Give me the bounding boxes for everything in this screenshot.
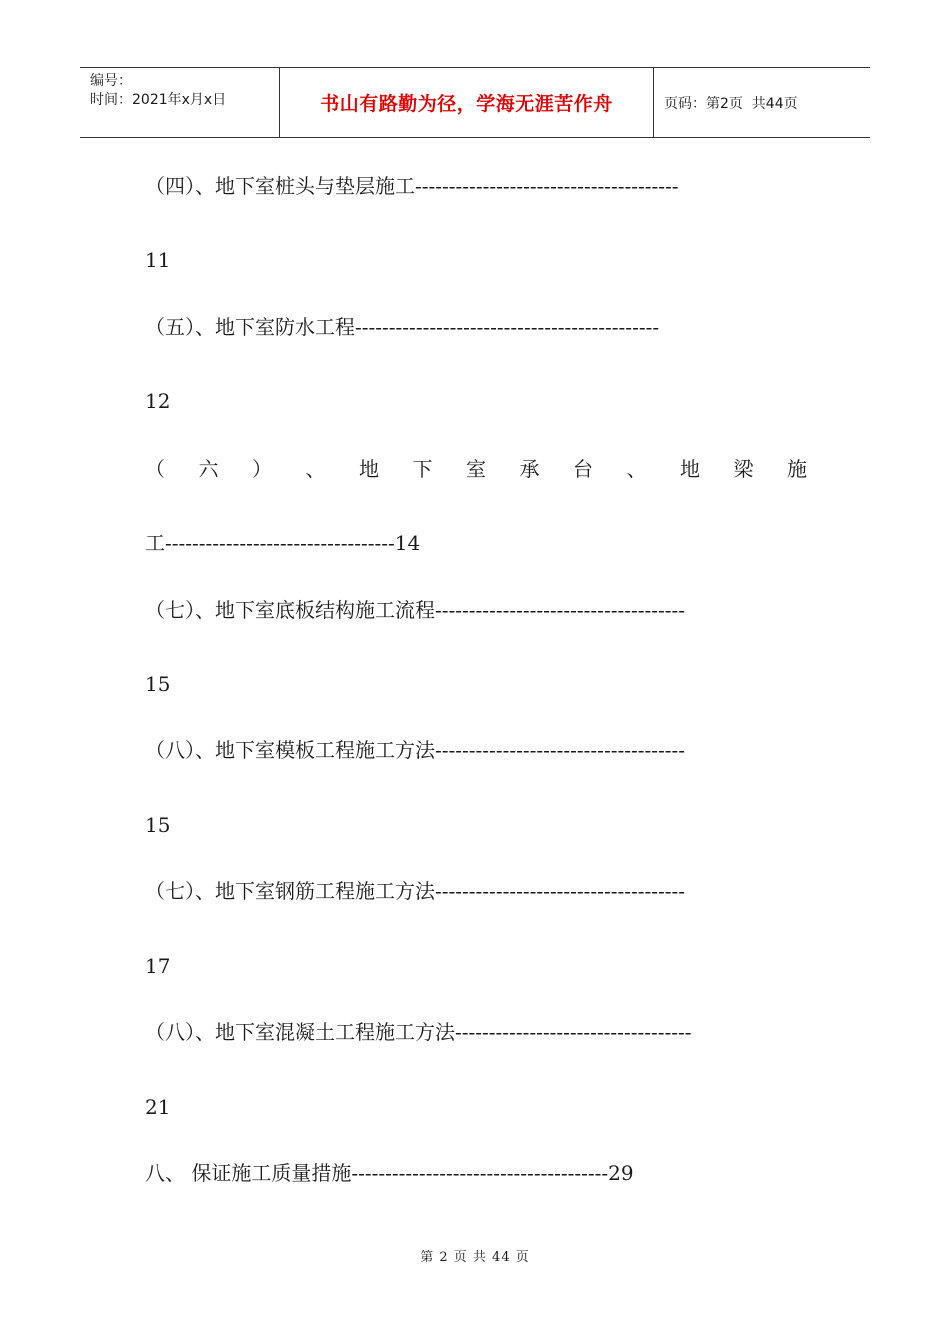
header-page-info	[654, 68, 870, 137]
toc-line: （七）、地下室底板结构施工流程-------------------------------------	[145, 598, 686, 622]
toc-page-number: 15	[145, 672, 171, 696]
toc-line: （七）、地下室钢筋工程施工方法-------------------------------------	[145, 879, 686, 903]
number-label: 编号：	[90, 73, 132, 89]
page-footer: 第 2 页 共 44 页	[420, 1250, 530, 1265]
spread-char: 室	[466, 457, 486, 481]
toc-page-number: 17	[145, 954, 171, 978]
spread-char: 、	[305, 457, 326, 481]
toc-line: （八）、地下室模板工程施工方法-------------------------------------	[145, 738, 686, 762]
page-header	[80, 67, 870, 138]
toc-line: 工----------------------------------14	[145, 531, 421, 555]
spread-char: 六	[198, 457, 219, 481]
spread-char: 地	[680, 457, 700, 481]
toc-page-number: 21	[145, 1095, 171, 1119]
spread-char: 下	[412, 457, 433, 481]
toc-line: （四）、地下室桩头与垫层施工---------------------------------------	[145, 174, 679, 198]
toc-line: 八、 保证施工质量措施--------------------------------------29	[145, 1161, 634, 1185]
spread-char: ）	[252, 457, 272, 481]
spread-char: 台	[573, 457, 593, 481]
toc-line-spread	[145, 455, 807, 483]
spread-char: （	[145, 457, 165, 481]
date-label: 时间：2021年x月x日	[90, 92, 227, 108]
toc-page-number: 15	[145, 813, 171, 837]
page-info-text: 页码：第2页 共44页	[664, 95, 798, 112]
spread-char: 施	[787, 457, 807, 481]
spread-char: 、	[626, 457, 647, 481]
spread-char: 梁	[733, 457, 754, 481]
toc-line: （五）、地下室防水工程---------------------------------------------	[145, 315, 660, 339]
header-meta	[80, 68, 280, 137]
spread-char: 地	[359, 457, 379, 481]
spread-char: 承	[519, 457, 540, 481]
header-motto: 书山有路勤为径，学海无涯苦作舟	[280, 68, 654, 137]
toc-page-number: 12	[145, 389, 171, 413]
toc-page-number: 11	[145, 248, 171, 272]
toc-line: （八）、地下室混凝土工程施工方法-----------------------------------	[145, 1020, 692, 1044]
